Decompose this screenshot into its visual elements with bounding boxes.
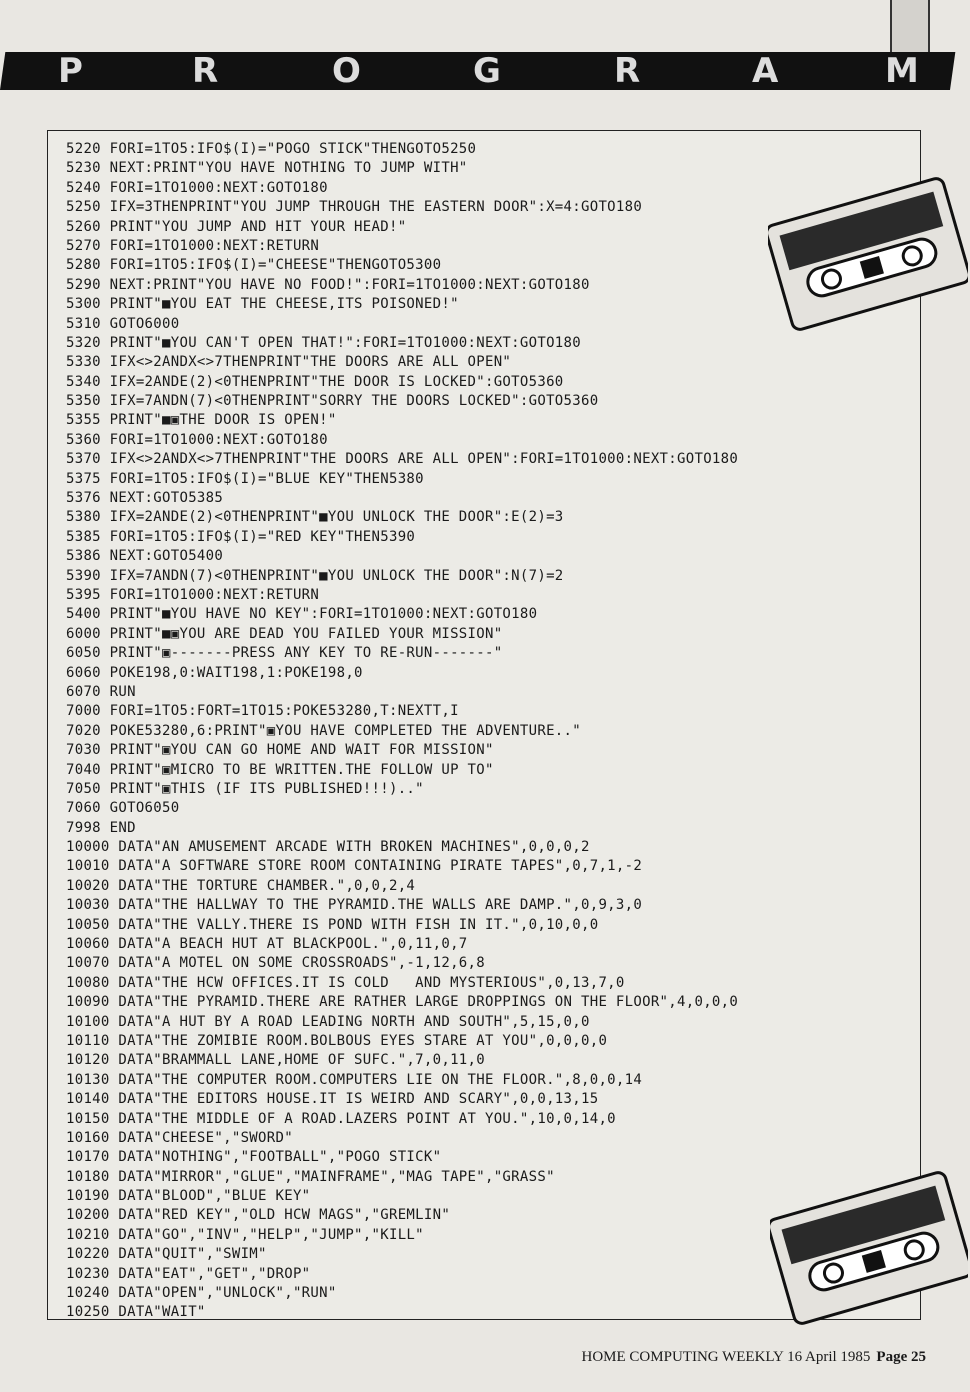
code-line: 5376 NEXT:GOTO5385 — [66, 490, 224, 507]
cassette-tape-icon — [768, 176, 968, 332]
program-listing — [66, 140, 738, 1323]
code-line: 6000 PRINT"■▣YOU ARE DEAD YOU FAILED YOUR MISSION" — [66, 625, 503, 642]
code-line: 5386 NEXT:GOTO5400 — [66, 548, 224, 565]
code-line: 5375 FORI=1TO5:IFO$(I)="BLUE KEY"THEN5380 — [66, 470, 424, 487]
banner-letter: O — [332, 51, 361, 91]
code-line: 5340 IFX=2ANDE(2)<0THENPRINT"THE DOOR IS LOCKED":GOTO5360 — [66, 373, 564, 390]
code-line: 10130 DATA"THE COMPUTER ROOM.COMPUTERS LIE ON THE FLOOR.",8,0,0,14 — [66, 1071, 643, 1088]
page-footer — [582, 1349, 926, 1366]
code-line: 7050 PRINT"▣THIS (IF ITS PUBLISHED!!!).." — [66, 780, 424, 797]
code-line: 7030 PRINT"▣YOU CAN GO HOME AND WAIT FOR MISSION" — [66, 742, 494, 759]
banner-letter: A — [752, 51, 779, 91]
code-line: 5350 IFX=7ANDN(7)<0THENPRINT"SORRY THE DOORS LOCKED":GOTO5360 — [66, 393, 599, 410]
code-line: 10120 DATA"BRAMMALL LANE,HOME OF SUFC.",7,0,11,0 — [66, 1052, 485, 1069]
code-line: 7998 END — [66, 819, 136, 836]
code-line: 5330 IFX<>2ANDX<>7THENPRINT"THE DOORS ARE ALL OPEN" — [66, 354, 512, 371]
code-line: 10160 DATA"CHEESE","SWORD" — [66, 1129, 293, 1146]
code-line: 10060 DATA"A BEACH HUT AT BLACKPOOL.",0,11,0,7 — [66, 936, 468, 953]
publication-line: HOME COMPUTING WEEKLY 16 April 1985 — [581, 1349, 871, 1365]
code-line: 5385 FORI=1TO5:IFO$(I)="RED KEY"THEN5390 — [66, 528, 416, 545]
code-line: 10020 DATA"THE TORTURE CHAMBER.",0,0,2,4 — [66, 877, 416, 894]
code-line: 5310 GOTO6000 — [66, 315, 180, 332]
code-line: 10210 DATA"GO","INV","HELP","JUMP","KILL" — [66, 1226, 424, 1243]
code-line: 10150 DATA"THE MIDDLE OF A ROAD.LAZERS POINT AT YOU.",10,0,14,0 — [66, 1110, 616, 1127]
banner-letter: R — [614, 51, 641, 91]
code-line: 5270 FORI=1TO1000:NEXT:RETURN — [66, 237, 320, 254]
code-line: 6050 PRINT"▣-------PRESS ANY KEY TO RE-RUN-------" — [66, 645, 503, 662]
code-line: 5290 NEXT:PRINT"YOU HAVE NO FOOD!":FORI=1TO1000:NEXT:GOTO180 — [66, 276, 590, 293]
code-line: 5260 PRINT"YOU JUMP AND HIT YOUR HEAD!" — [66, 218, 407, 235]
code-line: 10110 DATA"THE ZOMIBIE ROOM.BOLBOUS EYES STARE AT YOU",0,0,0,0 — [66, 1032, 608, 1049]
code-line: 10220 DATA"QUIT","SWIM" — [66, 1246, 267, 1263]
code-line: 5280 FORI=1TO5:IFO$(I)="CHEESE"THENGOTO5300 — [66, 257, 442, 274]
code-line: 5390 IFX=7ANDN(7)<0THENPRINT"■YOU UNLOCK THE DOOR":N(7)=2 — [66, 567, 564, 584]
code-line: 7040 PRINT"▣MICRO TO BE WRITTEN.THE FOLLOW UP TO" — [66, 761, 494, 778]
banner-letter: G — [473, 51, 501, 91]
code-line: 5370 IFX<>2ANDX<>7THENPRINT"THE DOORS ARE ALL OPEN":FORI=1TO1000:NEXT:GOTO180 — [66, 451, 739, 468]
banner-letter: M — [885, 51, 919, 91]
cassette-tape-icon — [770, 1170, 968, 1326]
code-line: 10240 DATA"OPEN","UNLOCK","RUN" — [66, 1285, 337, 1302]
code-line: 10070 DATA"A MOTEL ON SOME CROSSROADS",-1,12,6,8 — [66, 955, 485, 972]
code-line: 10010 DATA"A SOFTWARE STORE ROOM CONTAINING PIRATE TAPES",0,7,1,-2 — [66, 858, 643, 875]
code-line: 10030 DATA"THE HALLWAY TO THE PYRAMID.THE WALLS ARE DAMP.",0,9,3,0 — [66, 897, 643, 914]
code-line: 10050 DATA"THE VALLY.THERE IS POND WITH FISH IN IT.",0,10,0,0 — [66, 916, 599, 933]
code-line: 5400 PRINT"■YOU HAVE NO KEY":FORI=1TO1000:NEXT:GOTO180 — [66, 606, 538, 623]
code-line: 10000 DATA"AN AMUSEMENT ARCADE WITH BROKEN MACHINES",0,0,0,2 — [66, 839, 590, 856]
code-line: 5320 PRINT"■YOU CAN'T OPEN THAT!":FORI=1TO1000:NEXT:GOTO180 — [66, 334, 581, 351]
code-line: 10080 DATA"THE HCW OFFICES.IT IS COLD AND MYSTERIOUS",0,13,7,0 — [66, 974, 625, 991]
code-line: 6060 POKE198,0:WAIT198,1:POKE198,0 — [66, 664, 363, 681]
code-line: 10180 DATA"MIRROR","GLUE","MAINFRAME","MAG TAPE","GRASS" — [66, 1168, 555, 1185]
code-line: 5355 PRINT"■▣THE DOOR IS OPEN!" — [66, 412, 337, 429]
code-line: 5240 FORI=1TO1000:NEXT:GOTO180 — [66, 179, 328, 196]
code-line: 10100 DATA"A HUT BY A ROAD LEADING NORTH AND SOUTH",5,15,0,0 — [66, 1013, 590, 1030]
code-line: 7000 FORI=1TO5:FORT=1TO15:POKE53280,T:NEXTT,I — [66, 703, 459, 720]
code-line: 10200 DATA"RED KEY","OLD HCW MAGS","GREMLIN" — [66, 1207, 451, 1224]
banner-letter: P — [58, 51, 83, 91]
page-number: Page 25 — [876, 1349, 926, 1365]
code-line: 5250 IFX=3THENPRINT"YOU JUMP THROUGH THE EASTERN DOOR":X=4:GOTO180 — [66, 199, 643, 216]
code-line: 5395 FORI=1TO1000:NEXT:RETURN — [66, 586, 320, 603]
code-line: 10250 DATA"WAIT" — [66, 1304, 206, 1321]
code-line: 10170 DATA"NOTHING","FOOTBALL","POGO STICK" — [66, 1149, 442, 1166]
code-line: 10230 DATA"EAT","GET","DROP" — [66, 1265, 311, 1282]
code-line: 10090 DATA"THE PYRAMID.THERE ARE RATHER LARGE DROPPINGS ON THE FLOOR",4,0,0,0 — [66, 994, 739, 1011]
code-line: 5220 FORI=1TO5:IFO$(I)="POGO STICK"THENGOTO5250 — [66, 141, 477, 157]
code-line: 10190 DATA"BLOOD","BLUE KEY" — [66, 1188, 311, 1205]
code-line: 5230 NEXT:PRINT"YOU HAVE NOTHING TO JUMP WITH" — [66, 160, 468, 177]
code-line: 5380 IFX=2ANDE(2)<0THENPRINT"■YOU UNLOCK THE DOOR":E(2)=3 — [66, 509, 564, 526]
program-banner-letters — [0, 52, 950, 90]
code-line: 10140 DATA"THE EDITORS HOUSE.IT IS WEIRD AND SCARY",0,0,13,15 — [66, 1091, 599, 1108]
code-line: 7060 GOTO6050 — [66, 800, 180, 817]
code-line: 7020 POKE53280,6:PRINT"▣YOU HAVE COMPLETED THE ADVENTURE.." — [66, 722, 581, 739]
banner-letter: R — [192, 51, 219, 91]
code-line: 5300 PRINT"■YOU EAT THE CHEESE,ITS POISONED!" — [66, 296, 459, 313]
code-line: 6070 RUN — [66, 683, 136, 700]
code-line: 5360 FORI=1TO1000:NEXT:GOTO180 — [66, 431, 328, 448]
